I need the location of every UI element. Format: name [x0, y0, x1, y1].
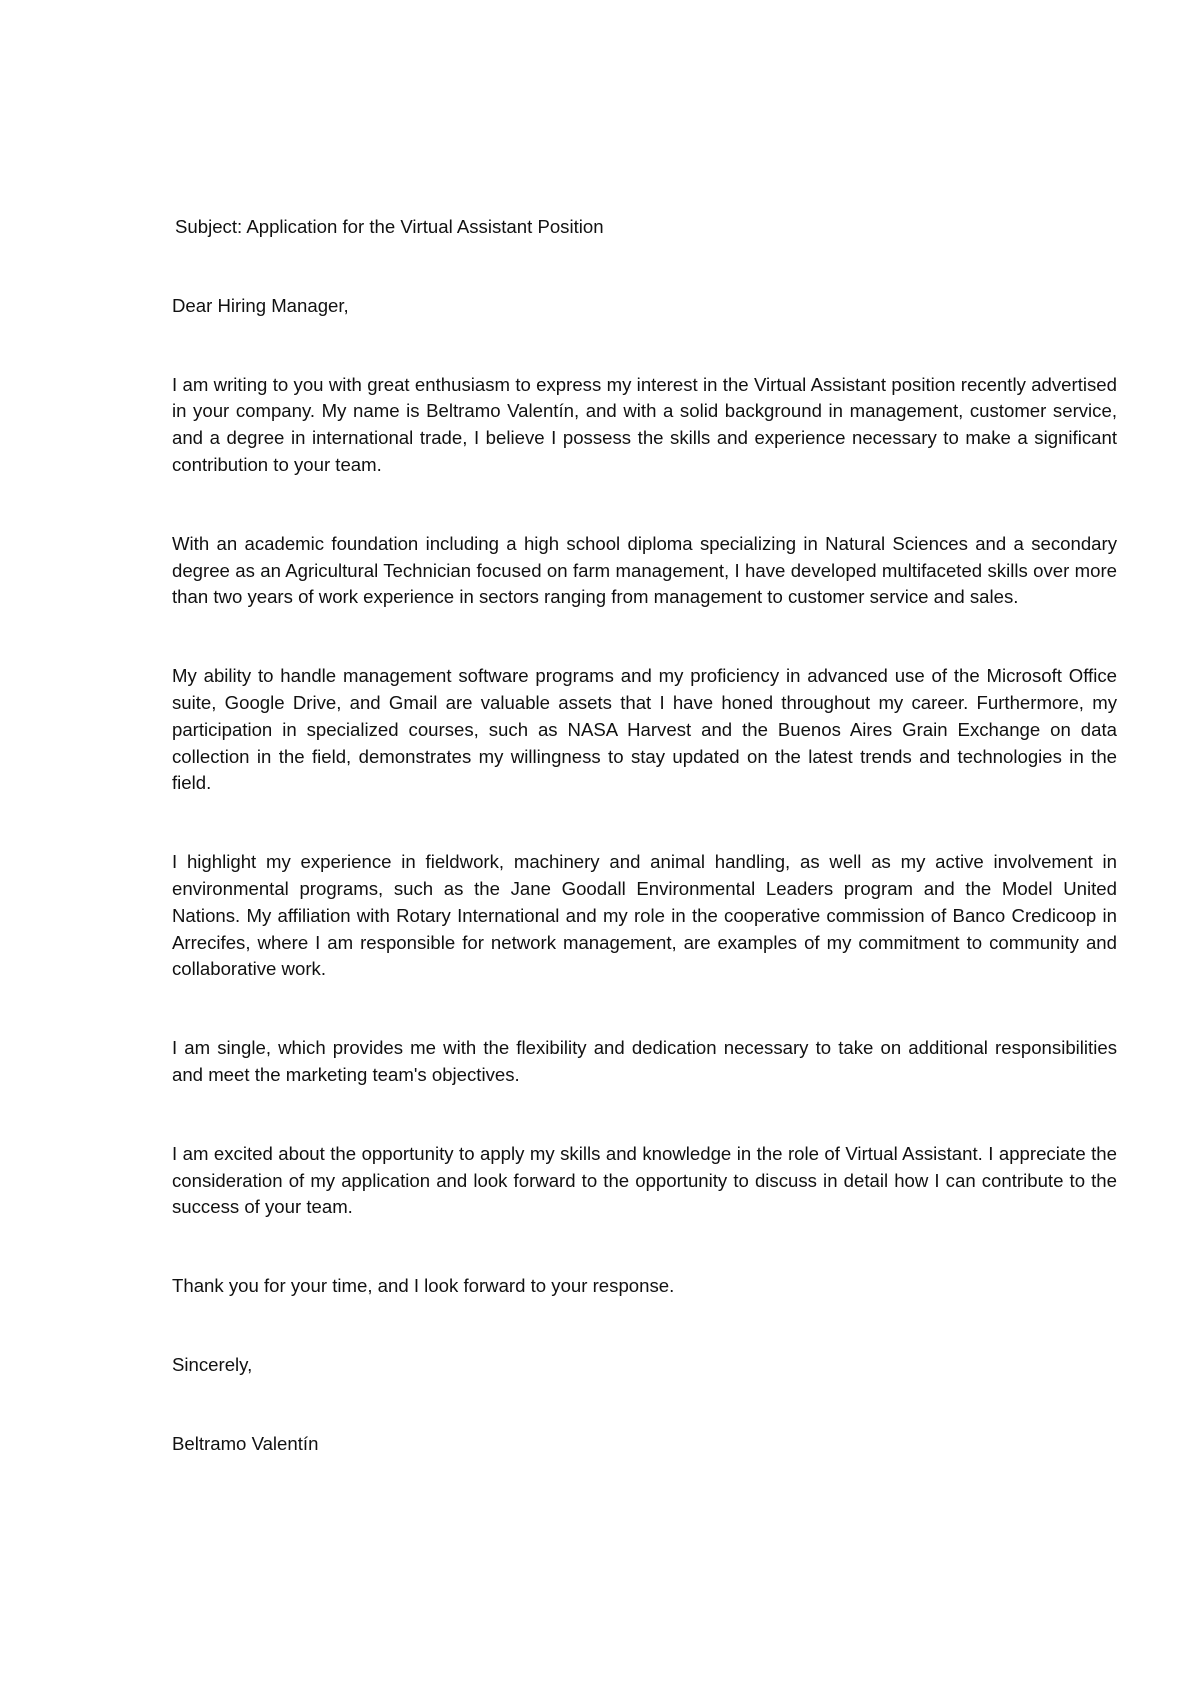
letter-greeting: Dear Hiring Manager, [172, 294, 349, 316]
letter-subject: Subject: Application for the Virtual Assistant Position [175, 216, 604, 237]
letter-closing: Thank you for your time, and I look forward to your response. [172, 1275, 675, 1297]
paragraph-skills: My ability to handle management software programs and my proficiency in advanced use of the Microsoft Office suite, Google Drive, and Gmail are valuable assets that I have honed throughout my career. Furthermore, my participation in specialized courses, such as NASA Harvest and the Buenos Aires Grain Exchange on data collection in the field, demonstrates my willingness to stay updated on the latest trends and technologies in the field. [172, 665, 1117, 794]
paragraph-education: With an academic foundation including a high school diploma specializing in Natural Sciences and a secondary degree as an Agricultural Technician focused on farm management, I have developed multifaceted skills over more than two years of work experience in sectors ranging from management to customer service and sales. [172, 532, 1117, 608]
letter-signature: Beltramo Valentín [172, 1432, 319, 1454]
paragraph-experience: I highlight my experience in fieldwork, machinery and animal handling, as well as my active involvement in environmental programs, such as the Jane Goodall Environmental Leaders program and the Model United Nations. My affiliation with Rotary International and my role in the cooperative commission of Banco Credicoop in Arrecifes, where I am responsible for network management, are examples of my commitment to community and collaborative work. [172, 851, 1117, 980]
paragraph-conclusion: I am excited about the opportunity to apply my skills and knowledge in the role of Virtual Assistant. I appreciate the consideration of my application and look forward to the opportunity to discuss in detail how I can contribute to the success of your team. [172, 1142, 1117, 1218]
paragraph-availability: I am single, which provides me with the flexibility and dedication necessary to take on additional responsibilities and meet the marketing team's objectives. [172, 1037, 1117, 1085]
paragraph-introduction: I am writing to you with great enthusiasm to express my interest in the Virtual Assistant position recently advertised in your company. My name is Beltramo Valentín, and with a solid background in management, customer service, and a degree in international trade, I believe I possess the skills and experience necessary to make a significant contribution to your team. [172, 373, 1117, 475]
letter-signoff: Sincerely, [172, 1353, 253, 1375]
letter-body [172, 214, 1117, 1458]
